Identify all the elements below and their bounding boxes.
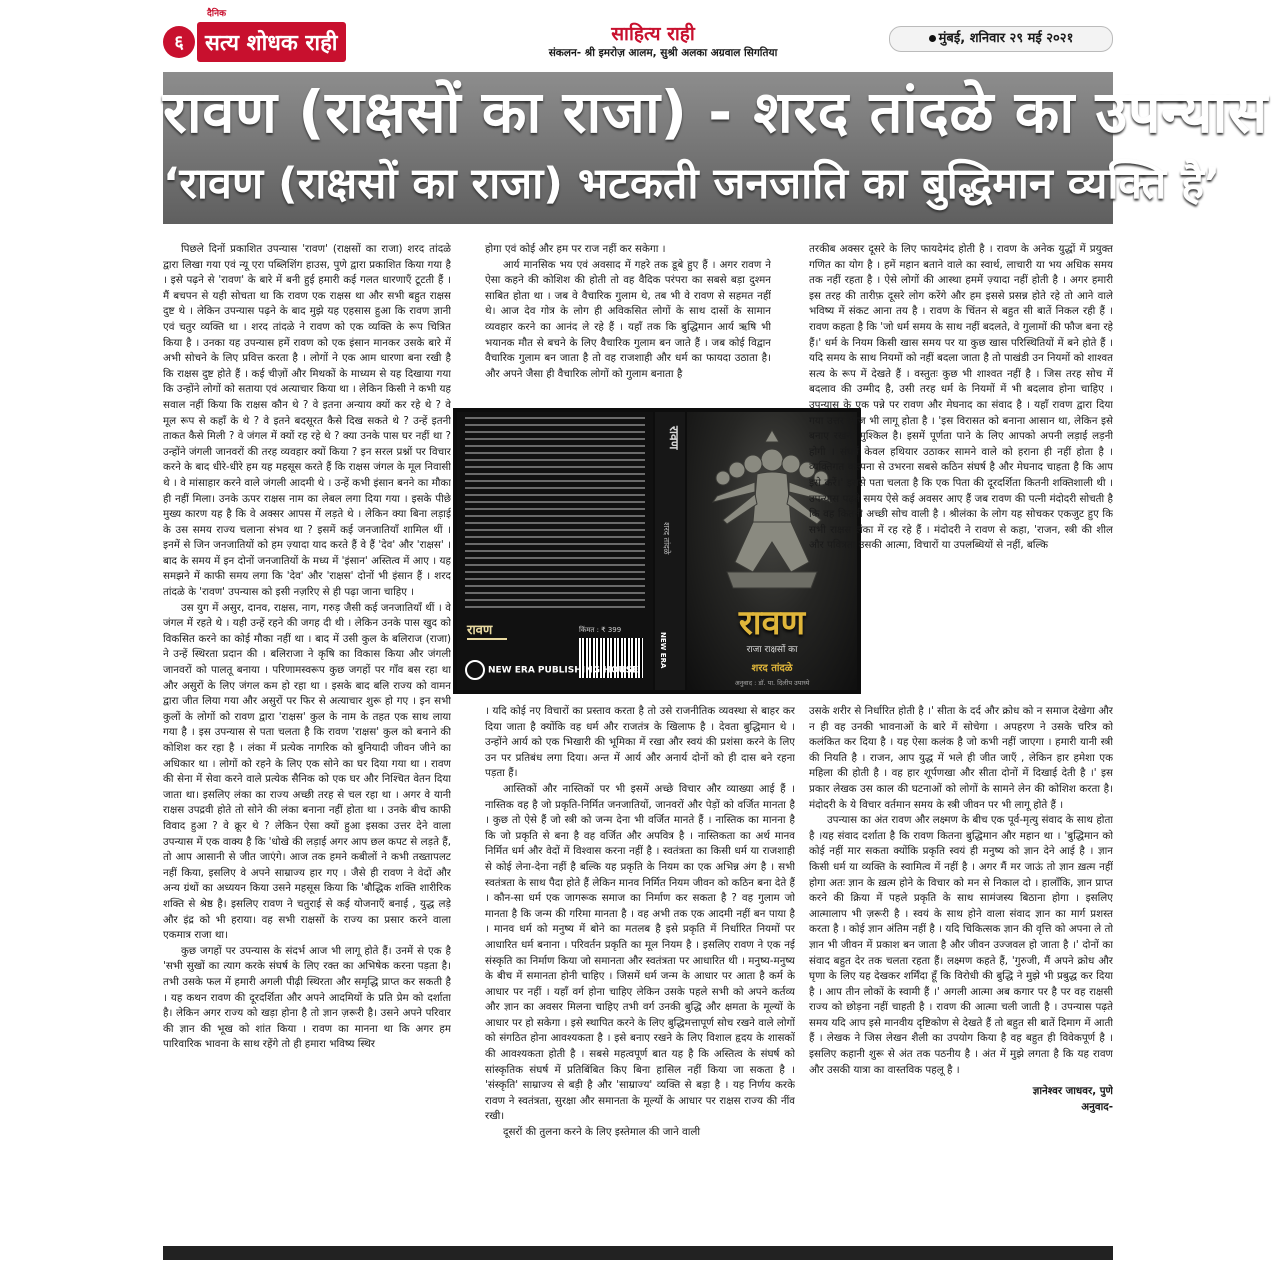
paragraph: तरकीब अक्सर दूसरे के लिए फायदेमंद होती है । रावण के अनेक युद्धों में प्रयुक्त गणित का योग है । हमें महान बताने वाले का स्वार्थ, लाचारी या भय अधिक समय तक नहीं रहता है । ऐसे लोगों की आस्था हममें ज़्यादा नहीं होती है । अगर हमारी इस तरह की तारीफ़ दूसरे लोग करेंगे और हम इससे प्रसन्न होते रहे तो आने वाले भविष्य में संकट आना तय है । रावण के चिंतन से बहुत सी बातें निकल रही हैं । रावण कहता है कि 'जो धर्म समय के साथ नहीं बदलते, वे गुलामों की फौज बना रहे हैं।' धर्म के नियम किसी खास समय पर या कुछ खास परिस्थितियों में बने होते हैं । यदि समय के साथ नियमों को नहीं बदला जाता है तो पाखंडी उन नियमों को शाश्वत सत्य के रूप में देखते हैं । वस्तुतः कुछ भी शाश्वत नहीं है । जिस तरह सोच में बदलाव की उम्मीद है, उसी तरह धर्म के नियमों में भी बदलाव होना चाहिए । उपन्यास के एक पन्ने पर रावण और मेघनाद का संवाद है । यहाँ रावण द्वारा दिया गया उत्तर आज भी लागू होता है । 'इस विरासत को बनाना आसान था, लेकिन इसे बनाए रखना मुश्किल है। इसमें पूर्णता पाने के लिए आपको अपनी लड़ाई लड़नी होगी । संघर्ष केवल हथियार उठाकर सामने वाले को हराना ही नहीं होता है । व्यक्तिगत कल्पना से उभरना सबसे कठिन संघर्ष है और मेघनाद चाहता है कि आप इसे करें।' इससे पता चलता है कि एक पिता की दूरदर्शिता कितनी शक्तिशाली थी । उपन्यास पढ़ते समय ऐसे कई अवसर आए हैं जब रावण की पत्नी मंदोदरी सोचती है कि वह कितनी अच्छी सोच वाली है । श्रीलंका के लोग यह सोचकर एकजुट हुए कि सभी राक्षस लंका में रह रहे हैं । मंदोदरी ने रावण से कहा, 'राजन, स्त्री की शील और पवित्रता उसकी आत्मा, विचारों या उपलब्धियों से नहीं, बल्कि (809, 243, 1113, 552)
back-cover-blurb (457, 417, 653, 608)
cover-title: रावण (738, 603, 806, 643)
book-spine (655, 412, 685, 690)
paragraph: कुछ जगहों पर उपन्यास के संदर्भ आज भी लागू होते हैं। उनमें से एक है 'सभी सुखों का त्याग करके संघर्ष के लिए रक्त का अभिषेक करना पड़ता है। तभी उसके फल में हमारी अगली पीढ़ी स्थिरता और समृद्धि प्राप्त कर सकती है । यह कथन रावण की दूरदर्शिता और अपने आदमियों के प्रति प्रेम को दर्शाता है। लेकिन अगर राज्य को खड़ा होना है तो ज्ञान ज़रूरी है। उसने अपने परिवार की ज्ञान की भूख को शांत किया । रावण का मानना था कि अगर हम पारिवारिक भावना के साथ रहेंगे तो ही हमारा भविष्य स्थिर (163, 944, 451, 1051)
article-column-3-bottom (809, 704, 1113, 1244)
paragraph: आर्य मानसिक भय एवं अवसाद में गहरे तक डूबे हुए हैं । अगर रावण ने ऐसा कहने की कोशिश की होती तो वह वैदिक परंपरा का सबसे बड़ा दुश्मन साबित होता था । जब वे वैचारिक गुलाम थे, तब भी वे रावण से सहमत नहीं थे। आज देव गोत्र के लोग ही अविकसित लोगों के साथ दासों के सामान व्यवहार करने का आनंद ले रहे हैं । यहाँ तक कि बुद्धिमान आर्य ऋषि भी भयानक मौत से बचने के लिए वैचारिक गुलाम बन जाते हैं । जब कोई विद्वान वैचारिक गुलाम बन जाता है तो वह राजशाही और धर्म का फायदा उठाता है। और अपने जैसा ही वैचारिक लोगों को गुलाम बनाता है (485, 258, 771, 380)
masthead (163, 9, 1113, 70)
paragraph: उसके शरीर से निर्धारित होती है ।' सीता के दर्द और क्रोध को न समाज देखेगा और न ही वह उनकी भावनाओं के बारे में सोचेगा । अपहरण ने उसके चरित्र को कलंकित कर दिया है । यह ऐसा कलंक है जो कभी नहीं जाएगा । हमारी यानी स्त्री की नियति है । राजन, आप युद्ध में भले ही जीत जाएँ , लेकिन हार हमेशा एक महिला की होती है । वह हार शूर्पणखा और सीता दोनों में दिखाई देती है ।' इस प्रकार लेखक उस काल की घटनाओं को लोगों के सामने लेन की कोशिश करता है। मंदोदरी के ये विचार वर्तमान समय के स्त्री जीवन पर भी लागू होते हैं । (809, 705, 1113, 811)
bullet-icon (929, 35, 936, 42)
sub-headline: ‘रावण (राक्षसों का राजा) भटकती जनजाति का बुद्धिमान व्यक्ति है’ (163, 159, 1221, 209)
page-number: ६ (163, 26, 195, 58)
book-cover-image (453, 408, 861, 694)
spine-publisher: NEW ERA (659, 632, 667, 669)
article-column-1 (163, 242, 451, 1244)
price: किंमत : ₹ 399 (579, 626, 622, 634)
cover-translator: अनुवाद : डॉ. पा. दिलीप उपाध्ये (734, 679, 810, 687)
article-column-2-bottom (485, 704, 795, 1244)
headline-band (163, 72, 1268, 224)
paragraph: । यदि कोई नए विचारों का प्रस्ताव करता है तो उसे राजनीतिक व्यवस्था से बाहर कर दिया जाता है क्योंकि वह धर्म और राजतंत्र के खिलाफ है । देवता बुद्धिमान थे । उन्होंने आर्य को एक भिखारी की भूमिका में रखा और स्वयं की प्रशंसा करने के लिए उन पर प्रतिबंध लगा दिया। अन्त में आर्य और अनार्य दोनों को ही दास बने रहना पड़ता हैं। (485, 705, 795, 780)
publisher-emblem-icon (465, 660, 485, 680)
dateline (889, 26, 1113, 52)
article-author: ज्ञानेश्वर जाधवर, पुणे (1032, 1085, 1113, 1098)
translator-credit: अनुवाद- (1081, 1100, 1113, 1113)
paragraph: उस युग में असुर, दानव, राक्षस, नाग, गरुड़ जैसी कई जनजातियाँ थीं । वे जंगल में रहते थे । यही उन्हें रहने की जगह दी थी । लेकिन उनके पास खुद को विकसित करने का कोई मौका नहीं था । बाद में उसी कुल के बलिराज (राजा) ने उन्हें स्थिरता प्रदान की । बलिराजा ने कृषि का विकास किया और जंगली जानवरों को पालतू बनाया । परिणामस्वरूप कुछ जगहों पर गाँव बस रहा था और असुरों के लिए जंगल कम हो रहा था । इसके बाद बलि राज्य को वामन द्वारा जीत लिया गया और असुरों पर फिर से अत्याचार शुरू हो गए । इन सभी कुलों के लोगों को रावण द्वारा 'राक्षस' कुल के नाम के तहत एक साथ लाया गया है । इस उपन्यास से पता चलता है कि रावण 'राक्षस' कुल को बनाने की कोशिश कर रहा है । लंका में प्रत्येक नागरिक को बुनियादी जीवन जीने का अधिकार था । लोगों को रहने के लिए एक सोने का घर दिया गया था । रावण की सेना में सेवा करने वाले प्रत्येक सैनिक को एक घर और निश्चित वेतन दिया जाता था। इसलिए लंका का राज्य अच्छी तरह से चल रहा था । अगर वे यानी राक्षस उपद्रवी होते तो सोने की लंका बनाना नहीं होता था । उनके बीच काफी विवाद हुआ ? वे क्रूर थे ? लेकिन ऐसा क्यों हुआ इसका उत्तर देने वाला उपन्यास में एक वाक्य है कि 'धोखे की लड़ाई अगर आप छल कपट से लड़ते हैं, तो आप आसानी से जीत जाएंगे। आज तक हमने कबीलों ने कभी तख्तापलट नहीं किया, इसलिए वे अपने साम्राज्य हार गए । जैसे ही रावण ने वेदों और अन्य ग्रंथों का अध्ययन किया उसने महसूस किया कि 'बौद्धिक शक्ति शारीरिक शक्ति से श्रेष्ठ है। इसलिए रावण ने चतुराई से कई योजनाएँ बनाई , युद्ध लड़े और इंद्र को भी हराया। वह सभी राक्षसों के राज्य का प्रसार करने वाला एकमात्र राजा था। (163, 601, 451, 942)
paragraph: आस्तिकों और नास्तिकों पर भी इसमें अच्छे विचार और व्याख्या आई हैं । नास्तिक वह है जो प्रकृति-निर्मित जनजातियों, जानवरों और पेड़ों को वर्जित मानता है । कुछ तो ऐसे हैं जो स्त्री को जन्म देना भी वर्जित मानते हैं । नास्तिक का मानना है कि जो प्रकृति से बना है वह वर्जित और अपवित्र है । नास्तिकता का अर्थ मानव निर्मित धर्म और वेदों में विश्वास करना नहीं है । स्वतंत्रता का किसी धर्म या राजशाही से कोई लेना-देना नहीं है बल्कि यह प्रकृति के नियम का एक अभिन्न अंग है । सभी स्वतंत्रता के साथ पैदा होते हैं लेकिन मानव निर्मित नियम जीवन को कठिन बना देते हैं । कौन-सा धर्म एक जागरूक समाज का निर्माण कर सकता है ? वह गुलाम जो मानता है कि जन्म की गरिमा मानता है । वह अभी तक एक आदमी नहीं बन पाया है । मानव धर्म को मनुष्य में बोने का मतलब है इसे प्रकृति में निर्धारित नियमों पर आधारित धर्म बनाना । परिवर्तन प्रकृति का मूल नियम है । इसलिए रावण ने एक नई संस्कृति का निर्माण किया जो समानता और स्वतंत्रता पर आधारित थी । मनुष्य-मनुष्य के बीच में समानता होनी चाहिए । जिसमें धर्म जन्म के आधार पर आता है कर्म के आधार पर नहीं । यहाँ वर्ग होना चाहिए लेकिन उसके पहले सभी को अपने कर्तव्य और ज्ञान का अवसर मिलना चाहिए तभी वर्ग उनकी बुद्धि और क्षमता के मूल्यों के आधार पर हो सकेगा । इसे स्थापित करने के लिए बुद्धिमत्तापूर्ण सोच रखने वाले लोगों को संगठित होना आवश्यकता है । इसे बनाए रखने के लिए विशाल हृदय के शासकों की आवश्यकता होती है । सबसे महत्वपूर्ण बात यह है कि अस्तित्व के संघर्ष को सांस्कृतिक संघर्ष में प्रतिबिंबित किए बिना हासिल नहीं किया जा सकता है । 'संस्कृति' साम्राज्य से बड़ी है और 'साम्राज्य' व्यक्ति से बड़ा है । यह निर्णय करके रावण ने स्वतंत्रता, सुरक्षा और समानता के मूल्यों के आधार पर राक्षस राज्य की नींव रखी। (485, 782, 795, 1123)
article-column-2-top (485, 242, 771, 402)
paper-name: सत्य शोधक राही (205, 31, 338, 56)
section-title: साहित्य राही (611, 23, 695, 45)
paragraph: दूसरों की तुलना करने के लिए इस्तेमाल की जाने वाली (503, 1126, 701, 1139)
paper-name-logo (197, 9, 346, 62)
paragraph: उपन्यास का अंत रावण और लक्ष्मण के बीच एक पूर्व-मृत्यु संवाद के साथ होता है ।यह संवाद दर्शाता है कि रावण कितना बुद्धिमान और महान था । 'बुद्धिमान को कोई नहीं मार सकता क्योंकि प्रकृति स्वयं ही मनुष्य को ज्ञान देने आई है । ज्ञान किसी धर्म या व्यक्ति के स्वामित्व में नहीं है । अगर मैं मर जाऊं तो ज्ञान ख़त्म नहीं होगा अतः ज्ञान के ख़त्म होने के विचार को मन से निकाल दो । हालाँकि, ज्ञान प्राप्त करने की क्रिया में पहले प्रकृति के साथ सामंजस्य बिठाना होगा । इसलिए आत्मालाप भी ज़रूरी है । स्वयं के साथ होने वाला संवाद ज्ञान का मार्ग प्रशस्त करता है । कोई ज्ञान अंतिम नहीं है । यदि चिकित्सक ज्ञान की वृत्ति को अपना ले तो ज्ञान भी जीवन में प्रकाश बन जाता है और जीवन उज्जवल हो जाता है ।' दोनों का संवाद बहुत देर तक चलता रहता हैं। लक्ष्मण कहते हैं, 'गुरुजी, मैं अपने क्रोध और घृणा के लिए यह देखकर शर्मिंदा हूँ कि विरोधी की बुद्धि ने मुझे भी प्रबुद्ध कर दिया है । आप तीन लोकों के स्वामी हैं ।' अगली आत्मा अब कगार पर है पर वह राक्षसी राज्य को छोड़ना नहीं चाहती है । रावण की आत्मा चली जाती है । उपन्यास पढ़ते समय यदि आप इसे मानवीय दृष्टिकोण से देखते हैं तो बहुत सी बातें दिमाग में आती हैं । लेखक ने जिस लेखन शैली का उपयोग किया है वह बहुत ही विवेकपूर्ण है । इसलिए कहानी शुरू से अंत तक पठनीय है । अंत में मुझे लगता है कि यह रावण और उसकी यात्रा का वास्तविक पहलू है । (809, 814, 1113, 1076)
newspaper-page (163, 9, 1268, 1264)
paper-prefix: दैनिक (207, 9, 227, 19)
cover-author: शरद तांदळे (751, 663, 793, 674)
main-headline: रावण (राक्षसों का राजा) - शरद तांदळे का उपन्यास (163, 78, 1268, 146)
back-cover (457, 412, 653, 690)
divider (467, 638, 507, 640)
compilers-credit: संकलन- श्री इमरोज़ आलम, सुश्री अलका अग्रवाल सिगतिया (548, 47, 778, 59)
dateline-text: मुंबई, शनिवार २९ मई २०२१ (938, 31, 1074, 46)
footer-bar (163, 1246, 1113, 1260)
back-cover-logo: रावण (467, 623, 493, 638)
paragraph: होगा एवं कोई और हम पर राज नहीं कर सकेगा । (485, 243, 666, 255)
paragraph: पिछले दिनों प्रकाशित उपन्यास 'रावण' (राक्षसों का राजा) शरद तांदळे द्वारा लिखा गया एवं न्यू एरा पब्लिशिंग हाउस, पुणे द्वारा प्रकाशित किया गया है । इसे पढ़ने से 'रावण' के बारे में बनी हुई हमारी कई गलत धारणाएँ टूटती हैं । मैं बचपन से यही सोचता था कि रावण एक राक्षस था और सभी बहुत राक्षस दुष्ट थे । लेकिन उपन्यास पढ़ने के बाद मुझे यह एहसास हुआ कि रावण ज्ञानी एवं चतुर व्यक्ति था । शरद तांदळे ने रावण को एक व्यक्ति के रूप चित्रित किया है । उनका यह उपन्यास हमें रावण को एक इंसान मानकर उसके बारे में अभी सोचने के लिए प्रवित्त करता है । लोगों ने एक आम धारणा बना रखी है कि राक्षस दुष्ट होते हैं । कई चीज़ों और मिथकों के माध्यम से यह दिखाया गया कि उन्होंने लोगों को सताया एवं अत्याचार किया था । लेकिन किसी ने कभी यह सवाल नहीं किया कि राक्षस कौन थे ? वे इतना अन्याय क्यों कर रहे थे ? वे मूल रूप से कहाँ के थे ? वे इतने बदसूरत कैसे दिख सकते थे ? उन्हें इतनी ताकत कैसे मिली ? वे जंगल में क्यों रह रहे थे ? क्या उनके पास घर नहीं था ? उन्होंने जंगली जानवरों की तरह व्यवहार क्यों किया ? इन सरल प्रश्नों पर विचार करने के बाद धीरे-धीरे हम यह महसूस करते हैं कि राक्षस जंगल के मूल निवासी थे । वे मांसाहार करने वाले जंगली आदमी थे । उन्हें कभी इंसान बनने का मौका ही नहीं मिला। उनके ऊपर राक्षस नाम का लेबल लगा दिया गया । इसके पीछे मुख्य कारण यह है कि वे अक्सर आपस में लड़ते थे । लेकिन क्या बिना लड़ाई के उस समय राज्य चलाना संभव था ? इसमें कई जनजातियाँ शामिल थीं । इनमें से जिन जनजातियों को हम ज़्यादा याद करते हैं वे हैं 'देव' और 'राक्षस' । बाद के समय में इन दोनों जनजातियों के मध्य में 'इंसान' अस्तित्व में आए । यह समझने में काफी समय लगा कि 'देव' और 'राक्षस' दोनों भी इंसान हैं । शरद तांदळे के 'रावण' उपन्यास को इसी नज़रिए से ही पढ़ा जाना चाहिए । (163, 243, 451, 599)
publisher-logo (465, 660, 638, 680)
publisher-name: NEW ERA PUBLISHING HOUSE (488, 665, 639, 676)
spine-author: शरद तांदळे (662, 522, 671, 555)
article-column-3-top (809, 242, 1113, 692)
cover-subtitle: राजा राक्षसों का (746, 645, 798, 655)
spine-title: रावण (667, 426, 681, 450)
